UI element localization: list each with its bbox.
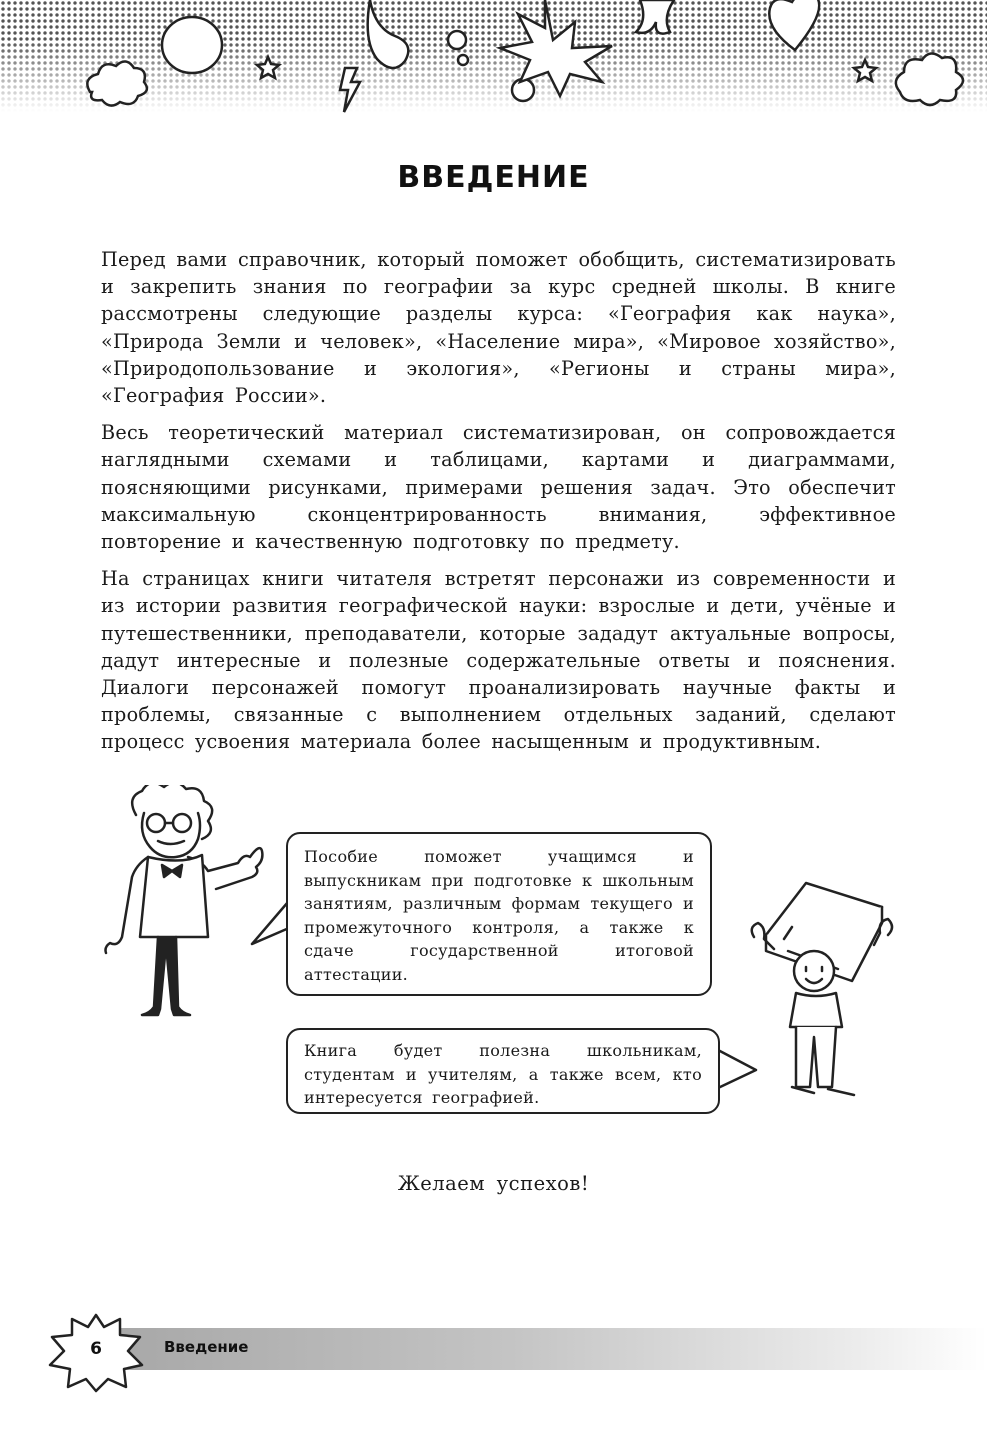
student-speech-bubble [286,1028,720,1114]
cloud-doodle-right [896,53,963,105]
cloud-doodle [87,61,147,105]
star-doodle-right [854,60,876,81]
closing-wish: Желаем успехов! [397,1172,590,1195]
lightning-doodle [340,68,360,112]
star-doodle [257,57,279,78]
footer-bar [120,1328,987,1370]
paragraph-1: Перед вами справочник, который поможет обобщить, систематизировать и закрепить знания по географии за курс средней школы. В книге рассмотрены следующие разделы курса: «География как наука», «Природа Земли и человек», «Население мира», «Мировое хозяйство», «Природопользование и экология», «Регионы и страны мира», «География России». [101,248,896,408]
intro-text [101,246,896,766]
splash-doodle [636,0,674,34]
student-speech-text: Книга будет полезна школьникам, студентам и учителям, а также всем, кто интересуется географией. [304,1041,702,1107]
circle-doodle [162,17,222,73]
student-illustration [748,875,894,1110]
heart-doodle [769,0,819,50]
page-title: ВВЕДЕНИЕ [397,160,590,195]
bubble-tail-student [716,1048,758,1092]
header-doodles [0,0,987,120]
drop-doodle [368,0,409,68]
professor-speech-text: Пособие поможет учащимся и выпускникам при подготовке к школьным занятиям, различным формам текущего и промежуточного контроля, а также к сдаче государственной итоговой аттестации. [304,847,694,984]
professor-speech-bubble [286,832,712,996]
page-number: 6 [90,1339,102,1359]
paragraph-3: На страницах книги читателя встретят персонажи из современности и из истории развития географической науки: взрослые и дети, учёные и путешественники, преподаватели, которые зададут актуальные вопросы, дадут интересные и полезные содержательные ответы и пояснения. Диалоги персонажей помогут проанализировать научные факты и проблемы, связанные с выполнением отдельных заданий, сделают процесс усвоения материала более насыщенным и продуктивным. [101,567,896,754]
bubble-doodle [448,31,466,49]
professor-illustration [98,785,268,1025]
paragraph-2: Весь теоретический материал систематизирован, он сопровождается наглядными схемами и таблицами, картами и диаграммами, поясняющими рисунками, примерами решения задач. Это обеспечит максимальную сконцентрированность внимания, эффективное повторение и качественную подготовку по предмету. [101,421,896,554]
footer-section-label: Введение [164,1338,249,1356]
